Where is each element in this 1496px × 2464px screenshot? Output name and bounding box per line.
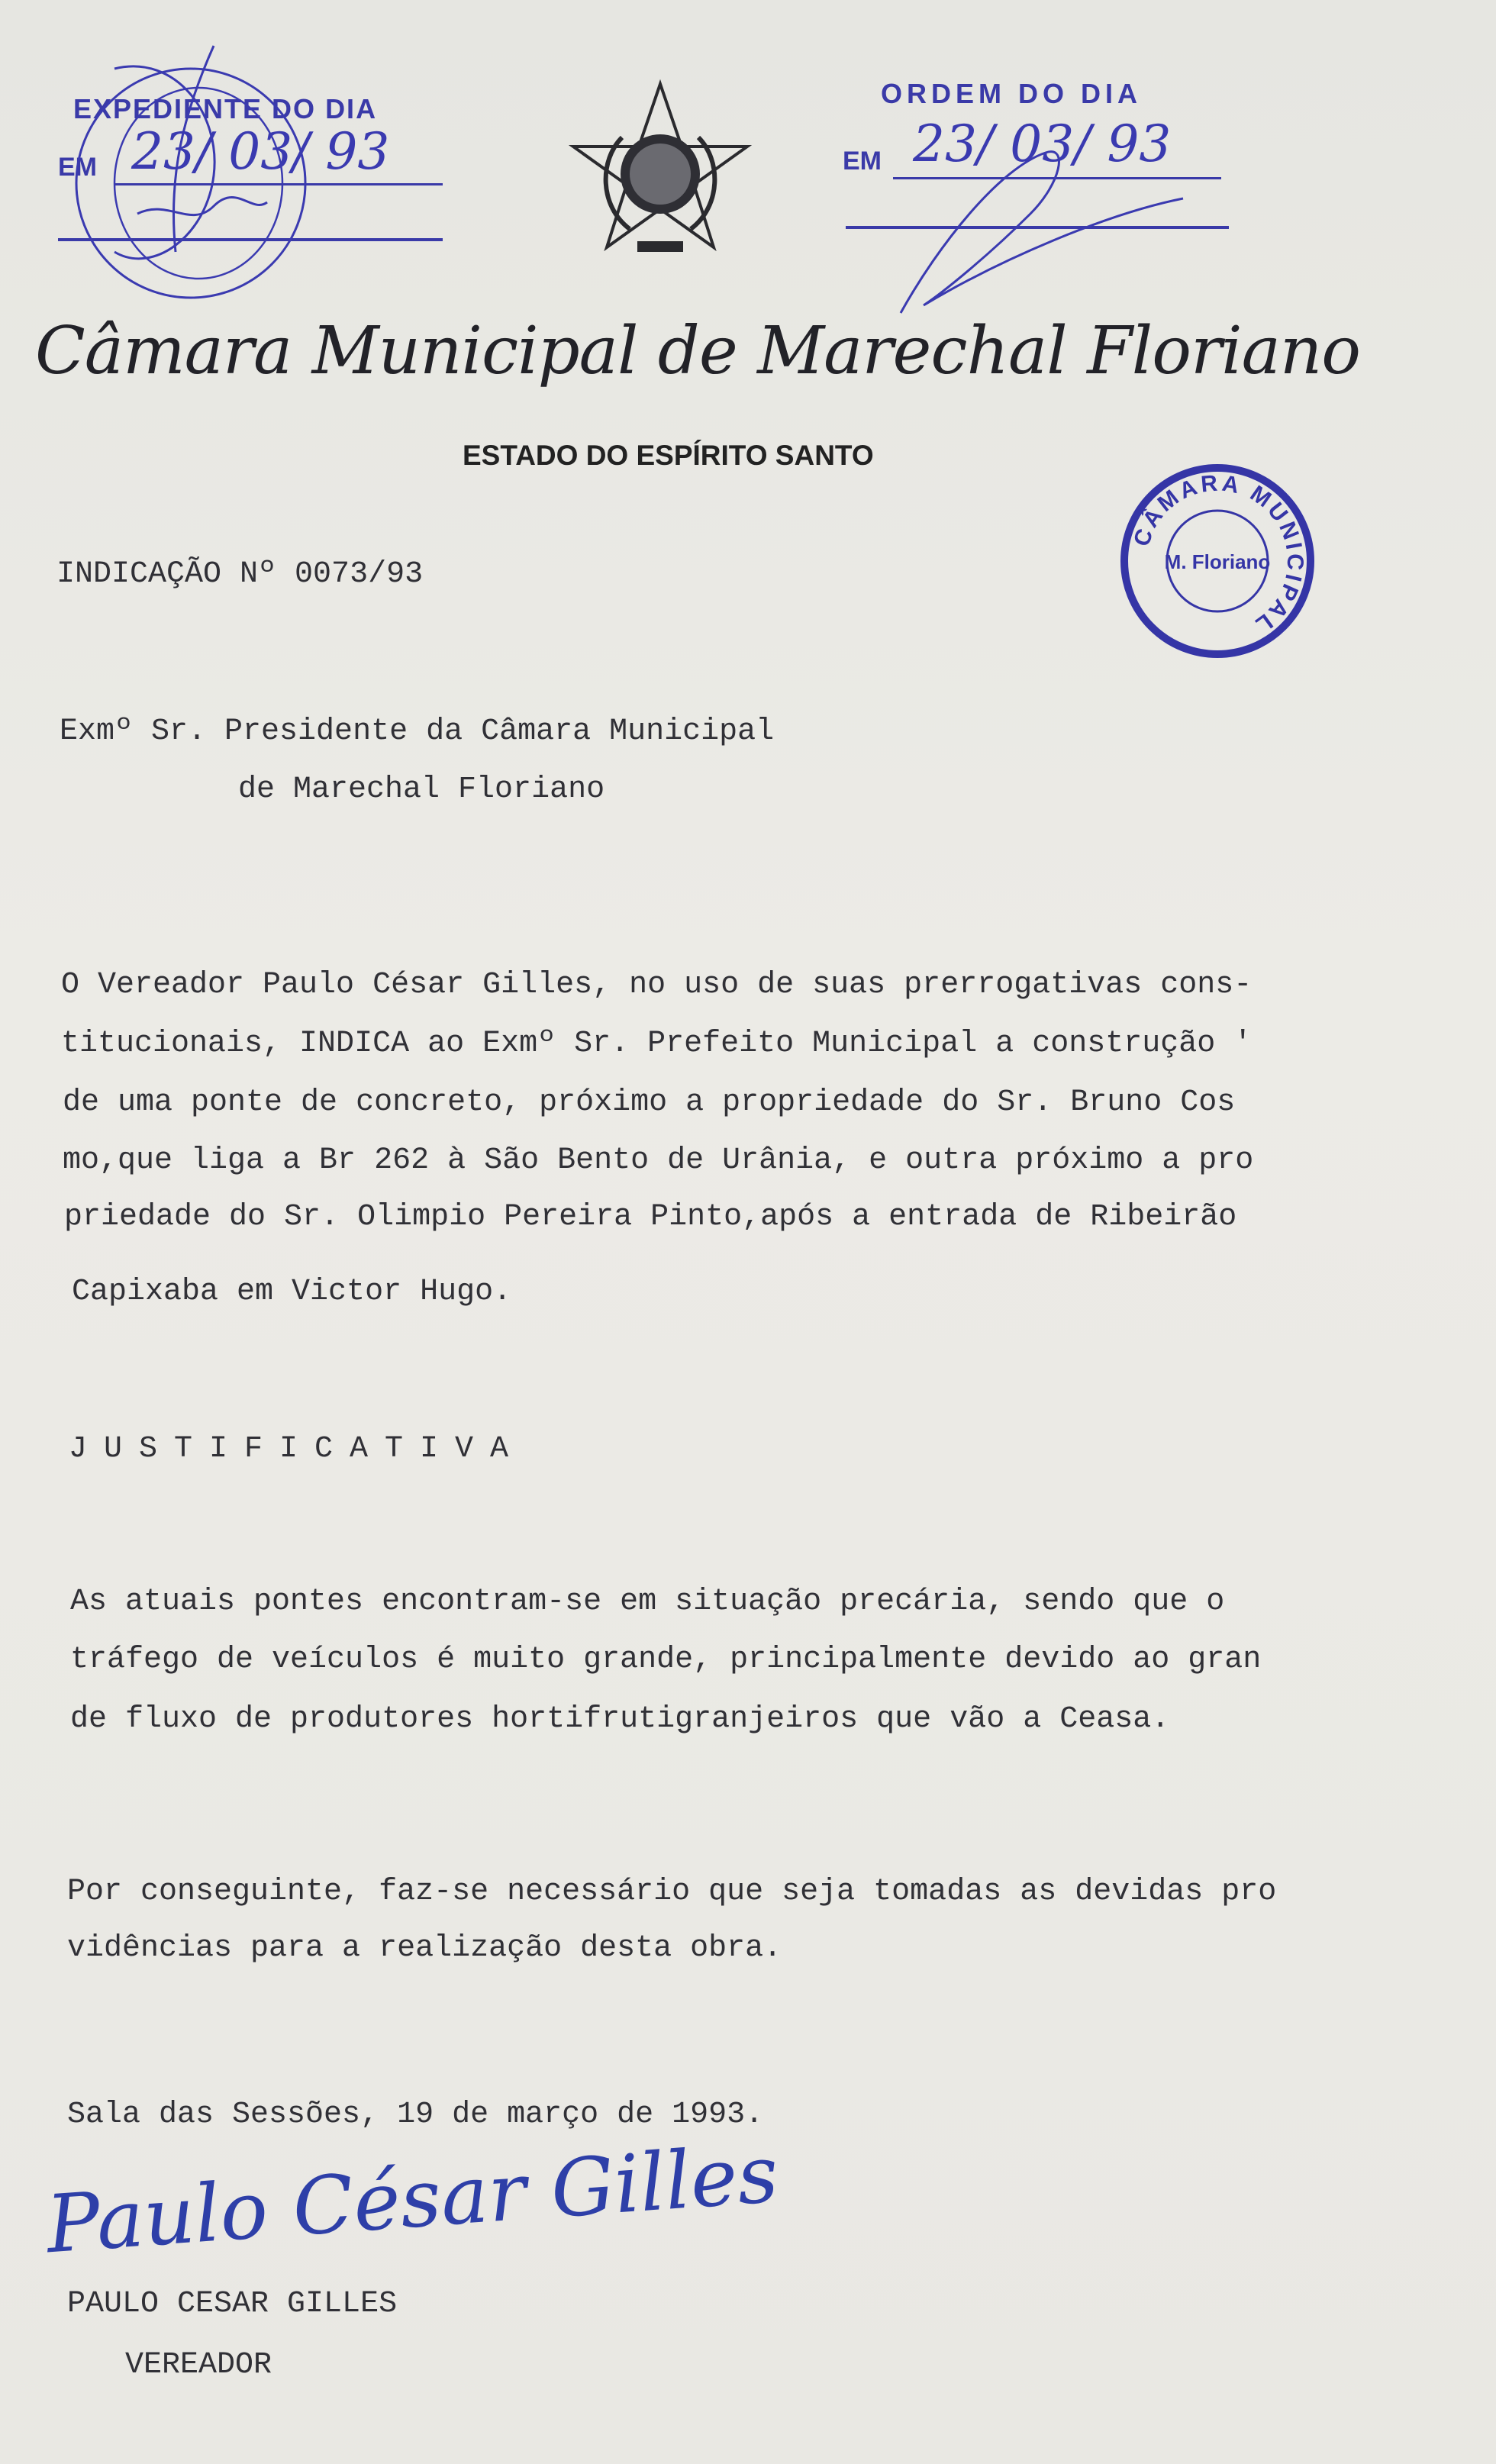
body-line: titucionais, INDICA ao Exmº Sr. Prefeito Municipal a construção ': [61, 1027, 1253, 1061]
justification-heading: JUSTIFICATIVA: [69, 1432, 526, 1466]
conclusion-line: Por conseguinte, faz-se necessário que seja tomadas as devidas pro: [67, 1875, 1277, 1909]
expediente-stamp-title: EXPEDIENTE DO DIA: [73, 93, 378, 124]
body-line: Capixaba em Victor Hugo.: [72, 1275, 512, 1309]
body-line: priedade do Sr. Olimpio Pereira Pinto,após a entrada de Ribeirão: [64, 1200, 1237, 1234]
justification-line: de fluxo de produtores hortifrutigranjeiros que vão a Ceasa.: [70, 1702, 1170, 1737]
signer-name: PAULO CESAR GILLES: [67, 2287, 398, 2321]
handwritten-signature: Paulo César Gilles: [43, 2127, 782, 2272]
expediente-handwritten-date: 23/ 03/ 93: [131, 122, 390, 181]
addressee-line-2: de Marechal Floriano: [238, 772, 605, 807]
body-line: O Vereador Paulo César Gilles, no uso de suas prerrogativas cons-: [61, 968, 1253, 1002]
letterhead-state: ESTADO DO ESPÍRITO SANTO: [463, 440, 874, 471]
ordem-em-label: EM: [843, 147, 882, 176]
conclusion-line: vidências para a realização desta obra.: [67, 1931, 782, 1966]
addressee-line-1: Exmº Sr. Presidente da Câmara Municipal: [60, 714, 775, 749]
seal-center-text: M. Floriano: [1164, 550, 1271, 573]
document-number: INDICAÇÃO Nº 0073/93: [56, 557, 424, 592]
ordem-handwritten-date: 23/ 03/ 93: [913, 114, 1172, 173]
seal-ring-text: CÂMARA MUNICIPAL: [1129, 470, 1308, 640]
letterhead-title: Câmara Municipal de Marechal Floriano: [35, 313, 1361, 389]
signer-title: VEREADOR: [125, 2348, 272, 2382]
justification-line: tráfego de veículos é muito grande, principalmente devido ao gran: [70, 1643, 1262, 1677]
camara-municipal-round-seal: [1114, 458, 1320, 664]
body-line: mo,que liga a Br 262 à São Bento de Urânia, e outra próximo a pro: [63, 1143, 1254, 1178]
body-line: de uma ponte de concreto, próximo a propriedade do Sr. Bruno Cos: [63, 1085, 1236, 1120]
justification-line: As atuais pontes encontram-se em situação precária, sendo que o: [70, 1585, 1225, 1619]
ordem-stamp-title: ORDEM DO DIA: [881, 78, 1142, 109]
ordem-initials-scribble: [878, 122, 1198, 328]
expediente-initials-scribble: [23, 23, 343, 343]
place-and-date: Sala das Sessões, 19 de março de 1993.: [67, 2098, 764, 2132]
coat-of-arms-emblem: [569, 76, 752, 267]
expediente-em-label: EM: [58, 153, 97, 182]
